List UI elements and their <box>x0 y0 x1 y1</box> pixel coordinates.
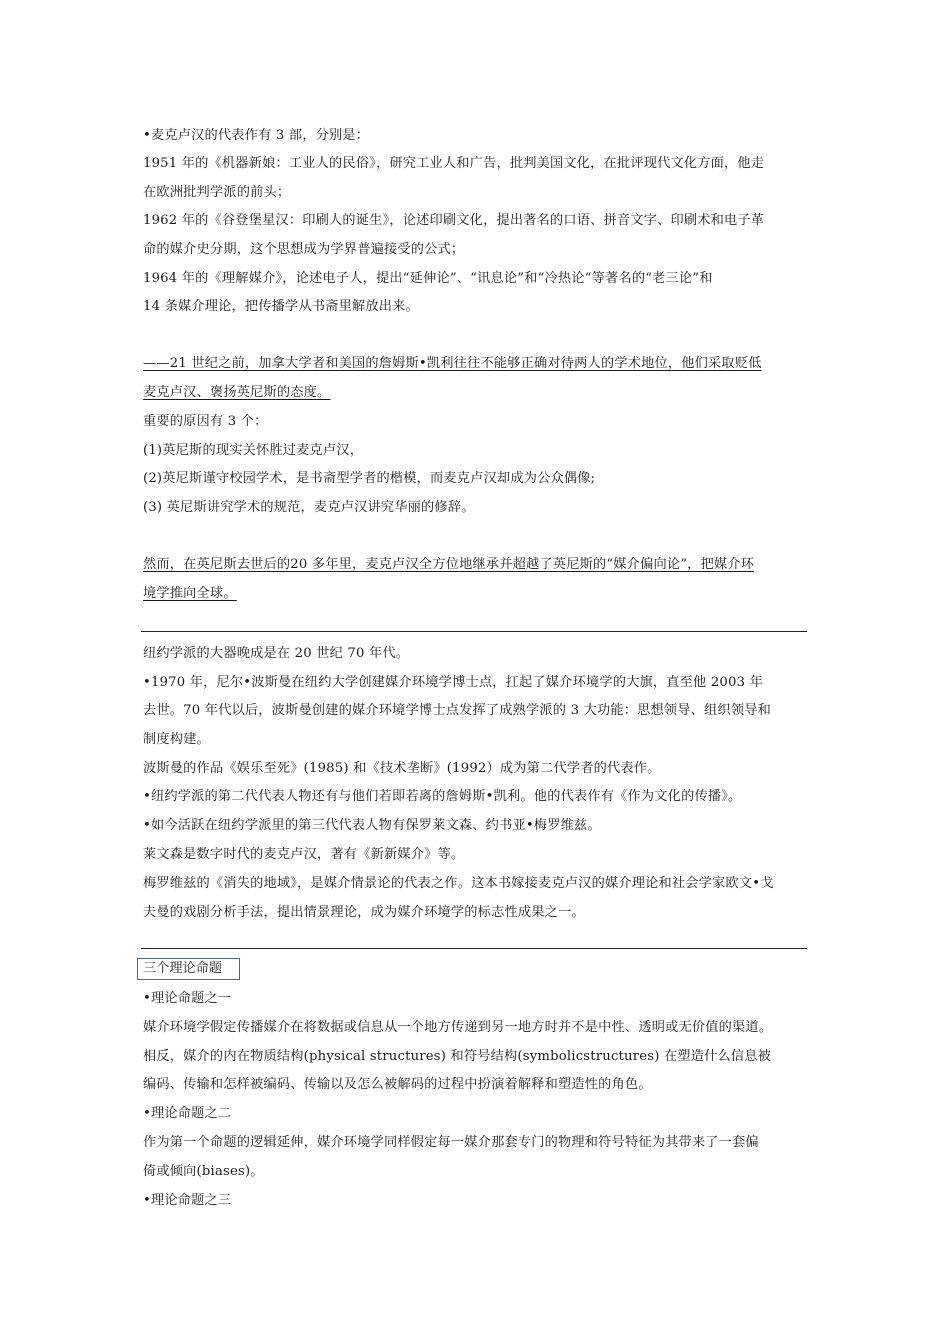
however-line-2: 境学推向全球。 <box>143 586 237 601</box>
proposition-1-line-1: 媒介环境学假定传播媒介在将数据或信息从一个地方传递到另一地方时并不是中性、透明或无价值的渠道。 <box>143 1020 773 1035</box>
work-1964-line-1: 1964 年的《理解媒介》，论述电子人，提出“延伸论”、“讯息论”和“冷热论“等著名的“老三论”和 <box>143 271 713 286</box>
reason-3: (3) 英尼斯讲究学术的规范，麦克卢汉讲究华丽的修辞。 <box>143 500 475 515</box>
postman-line-1: •1970 年，尼尔•波斯曼在纽约大学创建媒介环境学博士点，扛起了媒介环境学的大旗，直至他 2003 年 <box>143 675 763 690</box>
proposition-2-title: •理论命题之二 <box>143 1106 232 1121</box>
postman-line-3: 制度构建。 <box>143 732 210 747</box>
proposition-1-title: •理论命题之一 <box>143 991 232 1006</box>
reason-1: (1)英尼斯的现实关怀胜过麦克卢汉， <box>143 443 364 458</box>
mcluhan-works-intro: •麦克卢汉的代表作有 3 部，分别是： <box>143 128 370 143</box>
proposition-1-line-3: 编码、传输和怎样被编码、传输以及怎么被解码的过程中扮演着解释和塑造性的角色。 <box>143 1077 652 1092</box>
academic-status-line-2: 麦克卢汉、褒扬英尼斯的态度。 <box>143 385 331 400</box>
section-divider <box>141 948 807 949</box>
work-1951-line-1: 1951 年的《机器新娘：工业人的民俗》，研究工业人和广告，批判美国文化，在批评现代文化方面，他走 <box>143 156 765 171</box>
theory-propositions-heading: 三个理论命题 <box>137 958 240 980</box>
however-line-1: 然而，在英尼斯去世后的20 多年里，麦克卢汉全方位地继承并超越了英尼斯的“媒介偏向论”，把媒介环 <box>143 557 755 572</box>
work-1962-line-1: 1962 年的《谷登堡星汉：印刷人的诞生》，论述印刷文化，提出著名的口语、拼音文字、印刷术和电子革 <box>143 213 765 228</box>
ny-school-intro: 纽约学派的大器晚成是在 20 世纪 70 年代。 <box>143 646 410 661</box>
section-divider <box>141 631 807 632</box>
levinson-note: 莱文森是数字时代的麦克卢汉，著有《新新媒介》等。 <box>143 847 465 862</box>
proposition-2-line-1: 作为第一个命题的逻辑延伸，媒介环境学同样假定每一媒介那套专门的物理和符号特征为其带来了一套偏 <box>143 1135 759 1150</box>
meyrowitz-line-1: 梅罗维兹的《消失的地域》，是媒介情景论的代表之作。这本书嫁接麦克卢汉的媒介理论和社会学家欧文•戈 <box>143 876 774 891</box>
work-1951-line-2: 在欧洲批判学派的前头； <box>143 185 291 200</box>
third-generation: •如今活跃在纽约学派里的第三代代表人物有保罗莱文森、约书亚•梅罗维兹。 <box>143 818 601 833</box>
proposition-1-line-2: 相反，媒介的内在物质结构(physical structures) 和符号结构(symbolicstructures) 在塑造什么信息被 <box>143 1049 772 1064</box>
meyrowitz-line-2: 夫曼的戏剧分析手法，提出情景理论，成为媒介环境学的标志性成果之一。 <box>143 905 585 920</box>
academic-status-line-1: ——21 世纪之前，加拿大学者和美国的詹姆斯•凯利往往不能够正确对待两人的学术地位，他们采取贬低 <box>143 356 762 371</box>
postman-works: 波斯曼的作品《娱乐至死》(1985) 和《技术垄断》(1992）成为第二代学者的代表作。 <box>143 761 661 776</box>
reason-2: (2)英尼斯谨守校园学术，是书斋型学者的楷模，而麦克卢汉却成为公众偶像; <box>143 471 596 486</box>
work-1962-line-2: 命的媒介史分期，这个思想成为学界普遍接受的公式； <box>143 242 465 257</box>
postman-line-2: 去世。70 年代以后，波斯曼创建的媒介环境学博士点发挥了成熟学派的 3 大功能：思想领导、组织领导和 <box>143 703 771 718</box>
second-generation: •纽约学派的第二代代表人物还有与他们若即若离的詹姆斯•凯利。他的代表作有《作为文化的传播》。 <box>143 789 742 804</box>
work-1964-line-2: 14 条媒介理论，把传播学从书斋里解放出来。 <box>143 299 419 314</box>
reasons-intro: 重要的原因有 3 个： <box>143 414 268 429</box>
proposition-3-title: •理论命题之三 <box>143 1193 232 1208</box>
proposition-2-line-2: 倚或倾向(biases)。 <box>143 1164 264 1179</box>
